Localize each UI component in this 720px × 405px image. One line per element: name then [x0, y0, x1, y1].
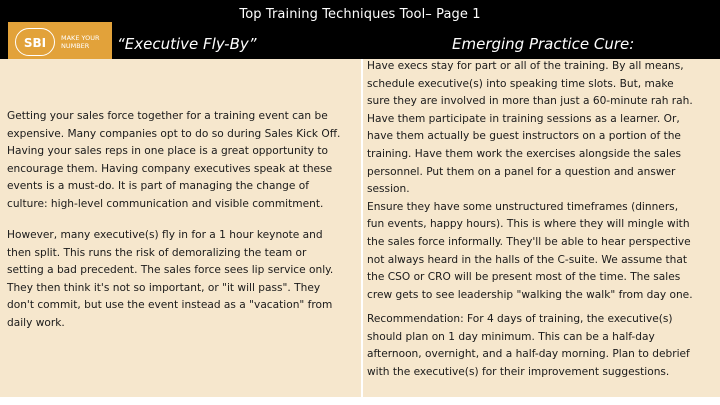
logo-mark: SBI	[15, 28, 55, 56]
right-column-heading: Emerging Practice Cure:	[452, 35, 635, 53]
slide-title: Top Training Techniques Tool– Page 1	[239, 7, 481, 22]
sbi-logo	[8, 22, 112, 62]
right-paragraph-2: Recommendation: For 4 days of training, the executive(s) should plan on 1 day minimum. This can be a half-day afternoon, overnight, and a half-day morning. Plan to debrief with the executive(s) for their improvement suggestions.	[367, 313, 690, 378]
left-column-heading: “Executive Fly-By”	[117, 35, 257, 53]
left-paragraph-2: However, many executive(s) fly in for a 1 hour keynote and then split. This runs the risk of demoralizing the team or setting a bad precedent. The sales force sees lip service only. They then think it's not so important, or "it will pass". They don't commit, but use the event instead as a "vacation" from daily work.	[7, 229, 334, 329]
right-paragraph-1: Have execs stay for part or all of the training. By all means, schedule executive(s) into speaking time slots. But, make sure they are involved in more than just a 60-minute rah rah. Have them participate in training sessions as a learner. Or, have them actually be guest instructors on a portion of the training. Have them work the exercises alongside the sales personnel. Put them on a panel for a question and answer session. Ensure they have some unstructured timeframes (dinners, fun events, happy hours). This is where they will mingle with the sales force informally. They'll be able to hear perspective not always heard in the halls of the C-suite. We assume that the CSO or CRO will be present most of the time. The sales crew gets to see leadership "walking the walk" from day one.	[367, 60, 693, 301]
bottom-margin	[0, 397, 720, 405]
left-paragraph-1: Getting your sales force together for a training event can be expensive. Many companies opt to do so during Sales Kick Off. Having your sales reps in one place is a great opportunity to encourage them. Having company executives speak at these events is a must-do. It is part of managing the change of culture: high-level communication and visible commitment.	[7, 110, 341, 210]
column-divider	[361, 59, 363, 397]
logo-tagline: MAKE YOUR NUMBER	[61, 34, 100, 50]
